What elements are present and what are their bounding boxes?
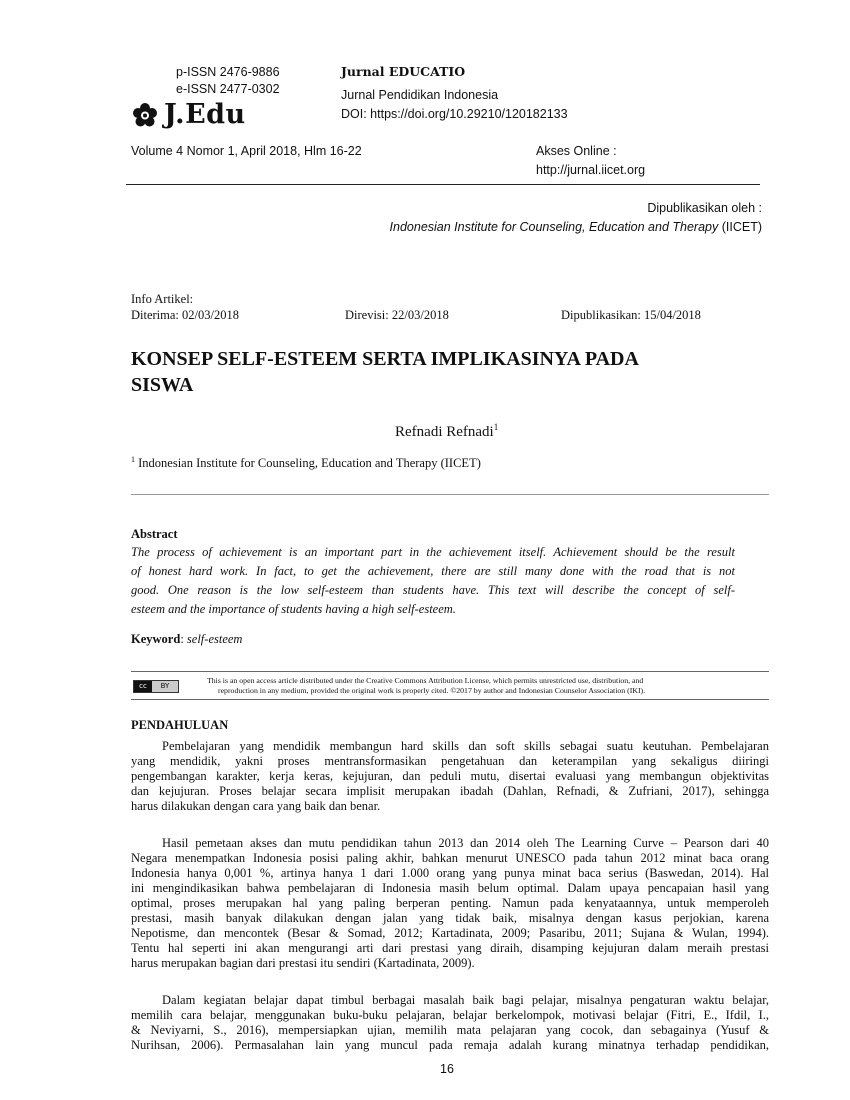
author-rule <box>131 494 769 495</box>
paragraph-line: ini mengindikasikan bahwa pembelajaran di Indonesia masih belum optimal. Dalam upaya pencapaian hasil yang <box>131 881 769 895</box>
paragraph-line: memilih cara belajar, menggunakan buku-buku pelajaran, belajar berkelompok, motivasi belajar (Fitri, E., Ifdil, I., <box>131 1008 769 1022</box>
paragraph-line: harus dilakukan dengan cara yang baik dan benar. <box>131 799 381 813</box>
keyword-line: Keyword: self-esteem <box>131 632 243 646</box>
paragraph-line: dan kejujuran. Proses belajar secara implisit merupakan ibadah (Dahlan, Refnadi, & Zufriani, 2017), sehingga <box>131 784 769 798</box>
access-label: Akses Online : <box>536 144 617 158</box>
abstract-line: good. One reason is the low self-esteem than students have. This text will describe the concept of self- <box>131 583 735 597</box>
article-info-label: Info Artikel: <box>131 292 194 306</box>
revised-date: Direvisi: 22/03/2018 <box>345 308 449 322</box>
flower-logo-icon <box>132 102 158 128</box>
license-line-1: This is an open access article distributed under the Creative Commons Attribution License, which permits unrestricted use, distribution, and <box>207 676 644 685</box>
license-line-2: reproduction in any medium, provided the original work is properly cited. ©2017 by author and Indonesian Counselor Association (IKI). <box>218 686 646 695</box>
article-title <box>131 346 771 398</box>
abstract-line: The process of achievement is an important part in the achievement itself. Achievement should be the result <box>131 545 735 559</box>
license-rule-bottom <box>131 699 769 700</box>
publisher <box>390 219 762 236</box>
header-rule <box>126 184 760 185</box>
paragraph-line: prestasi, masih banyak dilakukan dengan jalan yang tidak baik, misalnya dengan kasus perjokian, karena <box>131 911 769 925</box>
published-by-label: Dipublikasikan oleh : <box>647 201 762 215</box>
paragraph-2 <box>131 836 769 971</box>
affiliation-text: Indonesian Institute for Counseling, Education and Therapy (IICET) <box>138 456 481 471</box>
abstract-line: esteem and the importance of students having a high self-esteem. <box>131 602 456 616</box>
paragraph-line: Pembelajaran yang mendidik membangun hard skills dan soft skills sebagai suatu keutuhan. Pembelajaran <box>162 739 769 753</box>
journal-logo <box>132 99 246 130</box>
author-sup: 1 <box>493 422 499 432</box>
keyword-label: Keyword <box>131 632 181 646</box>
paragraph-line: pengembangan karakter, kerja keras, kejujuran, dan peduli mutu, disertai evaluasi yang membangun objektivitas <box>131 769 769 783</box>
journal-subtitle: Jurnal Pendidikan Indonesia <box>341 88 499 102</box>
abstract-line: of honest hard work. In fact, to get the achievement, there are still many done with the road that is not <box>131 564 735 578</box>
access-url[interactable]: http://jurnal.iicet.org <box>536 163 646 177</box>
cc-icon: cc <box>134 681 152 692</box>
abstract-heading: Abstract <box>131 527 178 541</box>
paragraph-1 <box>131 739 769 814</box>
paragraph-line: Nepotisme, dan mencontek (Besar & Somad, 2012; Kartadinata, 2009; Pasaribu, 2011; Sujana & Wulan, 1994). <box>131 926 769 940</box>
paragraph-line: Nurihsan, 2006). Permasalahan lain yang muncul pada remaja adalah kurang minatnya terhadap pendidikan, <box>131 1038 769 1052</box>
logo-text: J.Edu <box>164 99 246 130</box>
publisher-abbr: (IICET) <box>721 220 762 234</box>
abstract-body <box>131 543 735 619</box>
paragraph-line: & Neviyarni, S., 2016), mempersiapkan ujian, memilih mata pelajaran yang cocok, dan sebagainya (Yusuf & <box>131 1023 769 1037</box>
title-line-1: KONSEP SELF-ESTEEM SERTA IMPLIKASINYA PADA <box>131 348 639 370</box>
page-number: 16 <box>440 1062 454 1076</box>
volume-info: Volume 4 Nomor 1, April 2018, Hlm 16-22 <box>131 144 362 158</box>
paragraph-line: yang mendidik, yakni proses mentransformasikan pengetahuan dan keterampilan yang sekaligus diiringi <box>131 754 769 768</box>
paragraph-line: Dalam kegiatan belajar dapat timbul berbagai masalah baik bagi pelajar, misalnya pengaturan waktu belajar, <box>162 993 769 1007</box>
received-date: Diterima: 02/03/2018 <box>131 308 239 322</box>
doi-link[interactable]: DOI: https://doi.org/10.29210/120182133 <box>341 107 568 121</box>
author <box>395 422 498 441</box>
paragraph-line: Negara menempatkan Indonesia posisi paling akhir, bahkan menurut UNESCO pada tahun 2012 minat baca orang <box>131 851 769 865</box>
section-heading: PENDAHULUAN <box>131 718 229 732</box>
title-line-2: SISWA <box>131 374 194 396</box>
e-issn: e-ISSN 2477-0302 <box>176 82 280 96</box>
license-rule-top <box>131 671 769 672</box>
paragraph-line: Indonesia hanya 0,001 %, artinya hanya 1 dari 1.000 orang yang punya minat baca serius (Baswedan, 2014). Hal <box>131 866 769 880</box>
cc-by-badge[interactable] <box>133 680 179 693</box>
p-issn: p-ISSN 2476-9886 <box>176 65 280 79</box>
affiliation-sup: 1 <box>131 455 135 464</box>
affiliation <box>131 455 481 471</box>
published-date: Dipublikasikan: 15/04/2018 <box>561 308 701 322</box>
keyword-value: self-esteem <box>186 632 243 646</box>
paragraph-line: optimal, proses merupakan hal yang paling berperan penting. Namun pada kenyataannya, untuk memperoleh <box>131 896 769 910</box>
by-icon: BY <box>152 681 178 692</box>
author-name: Refnadi Refnadi <box>395 424 494 440</box>
paragraph-line: Tentu hal seperti ini akan mengurangi arti dari prestasi yang diraih, disamping kejujuran dalam meraih prestasi <box>131 941 769 955</box>
journal-title: Jurnal EDUCATIO <box>341 64 466 79</box>
paragraph-3 <box>131 993 769 1053</box>
paragraph-line: harus merupakan bagian dari prestasi itu sendiri (Kartadinata, 2009). <box>131 956 475 970</box>
paragraph-line: Hasil pemetaan akses dan mutu pendidikan tahun 2013 dan 2014 oleh The Learning Curve – Pearson dari 40 <box>162 836 769 850</box>
publisher-name: Indonesian Institute for Counseling, Education and Therapy <box>389 220 719 234</box>
